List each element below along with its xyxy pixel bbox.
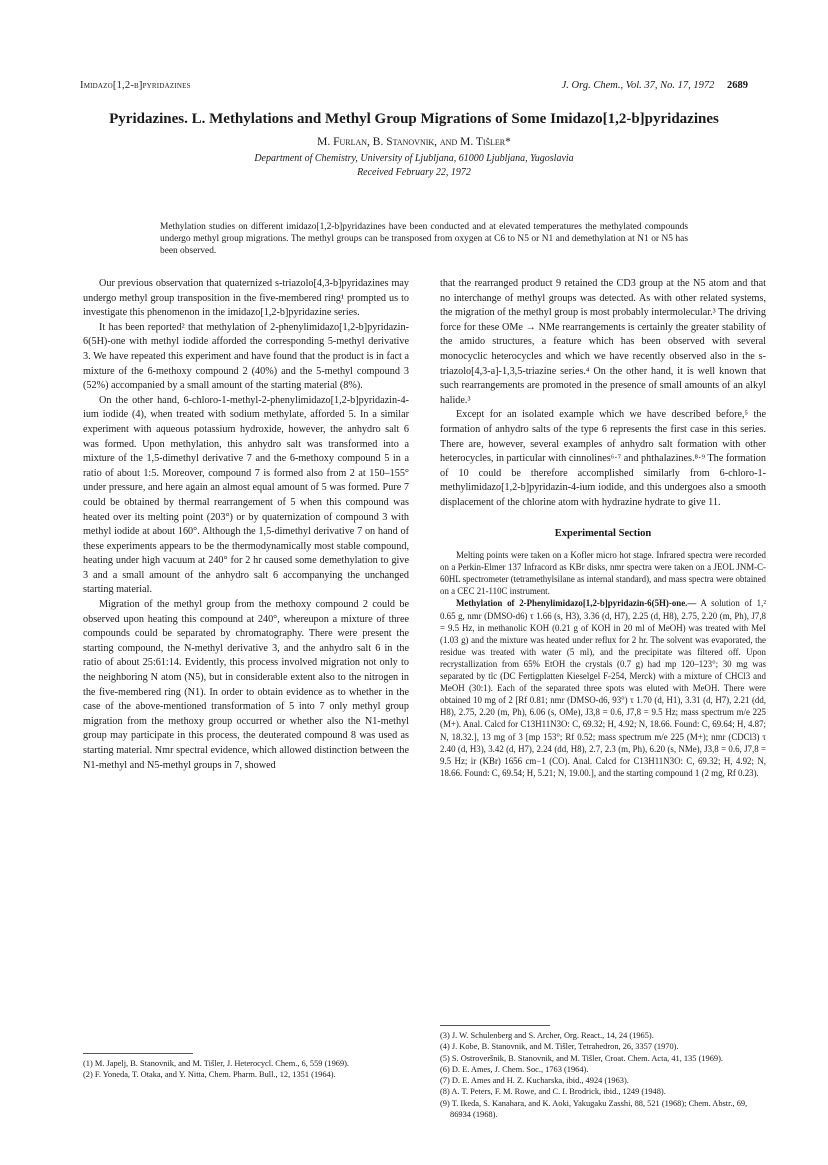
paper-affiliation: Department of Chemistry, University of Ljubljana, 61000 Ljubljana, Yugoslavia (254, 153, 574, 164)
footnotes-left (83, 1058, 409, 1081)
procedure-body: A solution of 1,² 0.65 g, nmr (DMSO-d6) τ 1.66 (s, H3), 3.36 (d, H7), 2.25 (d, H8), 2.75, 2.20 (m, Ph), J7,8 = 9.5 Hz, in methanolic KOH (0.21 g of KOH in 20 ml of MeOH) was treated with MeI (1.03 g) and the mixture was heated under reflux for 2 hr. The solvent was evaporated, the residue was treated with water (5 ml), and the precipitate was filtered off. Upon recrystallization from 65% EtOH the crystals (0.7 g) had mp 120–123°; 30 mg was separated by tlc (DC Fertigplatten Kieselgel F-254, Merck) with a mixture of CHCl3 and MeOH (30:1). Each of the separated three spots was eluted with MeOH. There were obtained 10 mg of 2 [Rf 0.81; nmr (DMSO-d6, 93°) τ 1.70 (d, H1), 3.31 (d, H7), 2.21 (dd, H8), 2.75, 2.20 (m, Ph), 6.06 (s, OMe), J3,8 = 0.6, J7,8 = 9.5 Hz; mass spectrum m/e 225 (M+). Anal. Calcd for C13H11N3O: C, 69.32; H, 4.92; N, 18.66. Found: C, 69.64; H, 4.87; N, 18.32.], 13 mg of 3 [mp 153°; Rf 0.52; mass spectrum m/e 225 (M+); nmr (CDCl3) τ 2.40 (d, H3), 3.42 (d, H7), 2.24 (dd, H8), 2.7, 2.3 (m, Ph), 6.20 (s, NMe), J3,8 = 0.6, J7,8 = 9.5 Hz; ir (KBr) 1656 cm−1 (CO). Anal. Calcd for C13H11N3O: C, 69.32; H, 4.92; N, 18.66. Found: C, 69.54; H, 5.21; N, 19.00.], and the starting compound 1 (2 mg, Rf 0.23). (440, 598, 767, 778)
body-paragraph: On the other hand, 6-chloro-1-methyl-2-phenylimidazo[1,2-b]pyridazin-4-ium iodide (4), when treated with sodium methylate, afforded 5. In a similar experiment with aqueous potassium hydroxide, however, the anhydro salt 6 was formed. Upon methylation, this anhydro salt was transformed into a mixture of the 1,5-dimethyl derivative 7 and the 6-methoxy compound 5 in a ratio of about 1:5. Moreover, compound 7 is formed also from 2 at 150–155° under pressure, and here again an almost equal amount of 5 was formed. Pure 7 could be obtained by thermal rearrangement of 5 when this compound was heated over its melting point (203°) or by quaternization of compound 3 with methyl iodide at about 160°. Although the 1,5-dimethyl derivative 7 on hand of these experiments appears to be the thermodynamically most stable compound, heating under high vacuum at 240° for 2 hr caused some demethylation to give 3 and a small amount of the anhydro salt 6 accompanying the unchanged starting material. (83, 394, 409, 596)
body-paragraph: that the rearranged product 9 retained the CD3 group at the N5 atom and that no interchange of methyl groups was detected. As with other related systems, the migration of the methyl group is most probably intermolecular.³ The driving force for these OMe → NMe rearrangements is certainly the greater stability of the amido structures, a feature which has been observed with several monocyclic heterocycles and which we have recently observed also in the s-triazolo[4,3-a]-1,3,5-triazine series.⁴ On the other hand, it is well known that such rearrangements are promoted in the presence of small amounts of an alkyl halide.³ (440, 278, 766, 406)
paper-title: Pyridazines. L. Methylations and Methyl Group Migrations of Some Imidazo[1,2-b]pyridazines (109, 111, 719, 127)
footnote: (1) M. Japelj, B. Stanovnik, and M. Tišler, J. Heterocycl. Chem., 6, 559 (1969). (83, 1059, 350, 1068)
experimental-intro: Melting points were taken on a Kofler micro hot stage. Infrared spectra were recorded on a Perkin-Elmer 137 Infracord as KBr disks, nmr spectra were taken on a JEOL JNM-C-60HL spectrometer (tetramethylsilane as internal standard), and mass spectra were obtained on a CEC 21-110C instrument. (440, 550, 766, 597)
procedure-heading: Methylation of 2-Phenylimidazo[1,2-b]pyridazin-6(5H)-one.— (456, 598, 697, 609)
paper-authors: M. Furlan, B. Stanovnik, and M. Tišler* (317, 136, 511, 148)
body-paragraph: Migration of the methyl group from the methoxy compound 2 could be observed upon heating this compound at 240°, whereupon a mixture of three compounds could be separated by chromatography. There were present the starting compound, the N-methyl derivative 3, and the anhydro salt 6 in the ratio of about 25:61:14. Evidently, this process involved migration not only to the neighboring N atom (N5), but in considerable extent also to the nitrogen in the five-membered ring (N1). In order to obtain evidence as to whether in the case of the above-mentioned transformation of 5 into 7 only methyl group migration from the methoxy group occurred or whether also the N1-methyl group may participate in this process, the deuterated compound 8 was used as starting material. Nmr spectral evidence, which allowed distinction between the N1-methyl and N5-methyl groups in 7, showed (83, 599, 409, 771)
body-paragraph: Our previous observation that quaternized s-triazolo[4,3-b]pyridazines may undergo methyl group transposition in the five-membered ring¹ prompted us to investigate this phenomenon in the imidazo[1,2-b]pyridazine series. (83, 278, 409, 319)
right-column (440, 277, 766, 779)
received-date: Received February 22, 1972 (357, 167, 471, 178)
body-paragraph: Except for an isolated example which we have described before,⁵ the formation of anhydro salts of the type 6 represents the first case in this series. There are, however, several examples of anhydro salt formation with other heterocycles, in particular with cinnolines⁶·⁷ and phthalazines.⁸·⁹ The formation of 10 could be therefore accomplished similarly from 6-chloro-1-methylimidazo[1,2-b]pyridazin-4-ium iodide, and this undergoes also a smooth displacement of the chlorine atom with hydrazine hydrate to give 11. (440, 409, 766, 508)
journal-citation: J. Org. Chem., Vol. 37, No. 17, 1972 (561, 80, 715, 91)
footnote: (4) J. Kobe, B. Stanovnik, and M. Tišler, Tetrahedron, 26, 3357 (1970). (440, 1042, 679, 1052)
title-block (80, 110, 748, 178)
running-head (80, 80, 748, 91)
footnote: (6) D. E. Ames, J. Chem. Soc., 1763 (1964). (440, 1064, 589, 1074)
body-paragraph: It has been reported² that methylation of 2-phenylimidazo[1,2-b]pyridazin-6(5H)-one with methyl iodide afforded the corresponding 5-methyl derivative 3. We have repeated this experiment and have found that the product is in fact a mixture of the 6-methoxy compound 2 (40%) and the 5-methyl compound 3 (52%) accompanied by a small amount of the starting material (8%). (83, 321, 409, 392)
left-column (83, 277, 409, 773)
footnote: (9) T. Ikeda, S. Kanahara, and K. Aoki, Yakugaku Zasshi, 88, 521 (1968); Chem. Abstr., 69, 86934 (1968). (440, 1098, 748, 1120)
footnote: (7) D. E. Ames and H. Z. Kucharska, ibid., 4924 (1963). (440, 1076, 629, 1086)
footnote: (2) F. Yoneda, T. Otaka, and Y. Nitta, Chem. Pharm. Bull., 12, 1351 (1964). (83, 1070, 336, 1080)
experimental-procedure (440, 597, 766, 778)
footnote: (5) S. Ostroveršnik, B. Stanovnik, and M. Tišler, Croat. Chem. Acta, 41, 135 (1969). (440, 1053, 724, 1063)
abstract: Methylation studies on different imidazo[1,2-b]pyridazines have been conducted and at elevated temperatures the methylated compounds undergo methyl group migrations. The methyl groups can be transposed from oxygen at C6 to N5 or N1 and demethylation at N1 or N5 has been observed. (160, 222, 688, 256)
footnotes-right (440, 1030, 766, 1120)
running-head-left: Imidazo[1,2-b]pyridazines (80, 80, 191, 91)
experimental-title: Experimental Section (554, 527, 652, 539)
page-number: 2689 (727, 80, 748, 91)
running-head-right (562, 80, 748, 91)
footnote-rule-right (440, 1025, 550, 1026)
footnote: (8) A. T. Peters, F. M. Rowe, and C. I. Brodrick, ibid., 1249 (1948). (440, 1087, 666, 1097)
footnote: (3) J. W. Schulenberg and S. Archer, Org. React., 14, 24 (1965). (440, 1031, 654, 1040)
footnote-rule-left (83, 1053, 193, 1054)
